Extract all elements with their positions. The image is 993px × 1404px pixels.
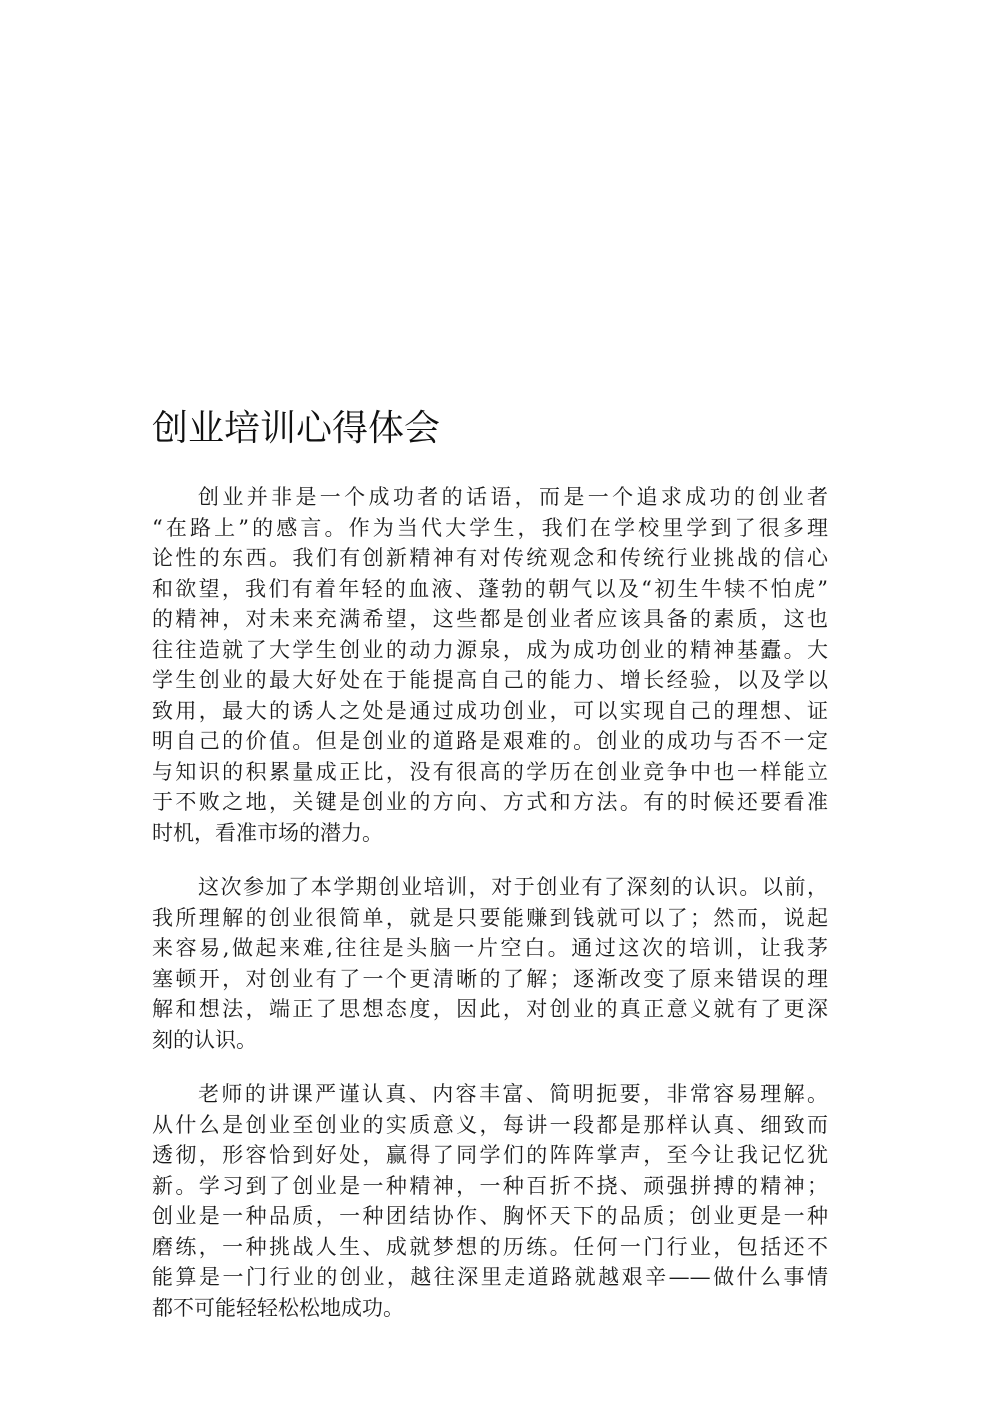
paragraph-line: 与知识的积累量成正比，没有很高的学历在创业竞争中也一样能立 bbox=[152, 759, 828, 784]
paragraph-line: 的精神，对未来充满希望，这些都是创业者应该具备的素质，这也 bbox=[152, 607, 828, 631]
paragraph-line: 于不败之地，关键是创业的方向、方式和方法。有的时候还要看准 bbox=[152, 790, 828, 814]
paragraph-line: 都不可能轻轻松松地成功。 bbox=[152, 1295, 404, 1320]
paragraph-line: 老师的讲课严谨认真、内容丰富、简明扼要，非常容易理解。 bbox=[198, 1082, 828, 1106]
paragraph-line: 学生创业的最大好处在于能提高自己的能力、增长经验，以及学以 bbox=[152, 668, 828, 692]
paragraph-line: 新。学习到了创业是一种精神，一种百折不挠、顽强拼搏的精神； bbox=[152, 1173, 828, 1198]
paragraph-line: 我所理解的创业很简单，就是只要能赚到钱就可以了；然而，说起 bbox=[152, 905, 828, 930]
paragraph-line: 磨练，一种挑战人生、成就梦想的历练。任何一门行业，包括还不 bbox=[152, 1234, 828, 1259]
paragraph-line: “在路上”的感言。作为当代大学生，我们在学校里学到了很多理 bbox=[152, 515, 828, 540]
paragraph-line: 明自己的价值。但是创业的道路是艰难的。创业的成功与否不一定 bbox=[152, 729, 828, 753]
paragraph-line: 和欲望，我们有着年轻的血液、蓬勃的朝气以及“初生牛犊不怕虎” bbox=[152, 576, 828, 601]
paragraph-line: 论性的东西。我们有创新精神有对传统观念和传统行业挑战的信心 bbox=[152, 546, 828, 570]
paragraph-line: 从什么是创业至创业的实质意义，每讲一段都是那样认真、细致而 bbox=[152, 1112, 828, 1137]
paragraph-line: 往往造就了大学生创业的动力源泉，成为成功创业的精神基蠹。大 bbox=[152, 637, 828, 662]
paragraph-line: 能算是一门行业的创业，越往深里走道路就越艰辛——做什么事情 bbox=[152, 1265, 828, 1289]
paragraph-line: 这次参加了本学期创业培训，对于创业有了深刻的认识。以前， bbox=[198, 875, 828, 899]
document-title: 创业培训心得体会 bbox=[152, 408, 441, 449]
paragraph-line: 刻的认识。 bbox=[152, 1027, 257, 1052]
paragraph-3 bbox=[152, 1079, 828, 1323]
paragraph-line: 塞顿开，对创业有了一个更清晰的了解；逐渐改变了原来错误的理 bbox=[152, 966, 828, 991]
paragraph-line: 来容易,做起来难,往往是头脑一片空白。通过这次的培训，让我茅 bbox=[152, 936, 828, 960]
paragraph-line: 创业并非是一个成功者的话语，而是一个追求成功的创业者 bbox=[198, 485, 828, 509]
paragraph-2 bbox=[152, 872, 828, 1055]
paragraph-line: 解和想法，端正了思想态度，因此，对创业的真正意义就有了更深 bbox=[152, 997, 828, 1021]
paragraph-line: 时机，看准市场的潜力。 bbox=[152, 820, 383, 845]
paragraph-1 bbox=[152, 482, 828, 848]
paragraph-line: 致用，最大的诱人之处是通过成功创业，可以实现自己的理想、证 bbox=[152, 698, 828, 723]
paragraph-line: 创业是一种品质，一种团结协作、胸怀天下的品质；创业更是一种 bbox=[152, 1204, 828, 1228]
paragraph-line: 透彻，形容恰到好处，赢得了同学们的阵阵掌声，至今让我记忆犹 bbox=[152, 1143, 828, 1167]
